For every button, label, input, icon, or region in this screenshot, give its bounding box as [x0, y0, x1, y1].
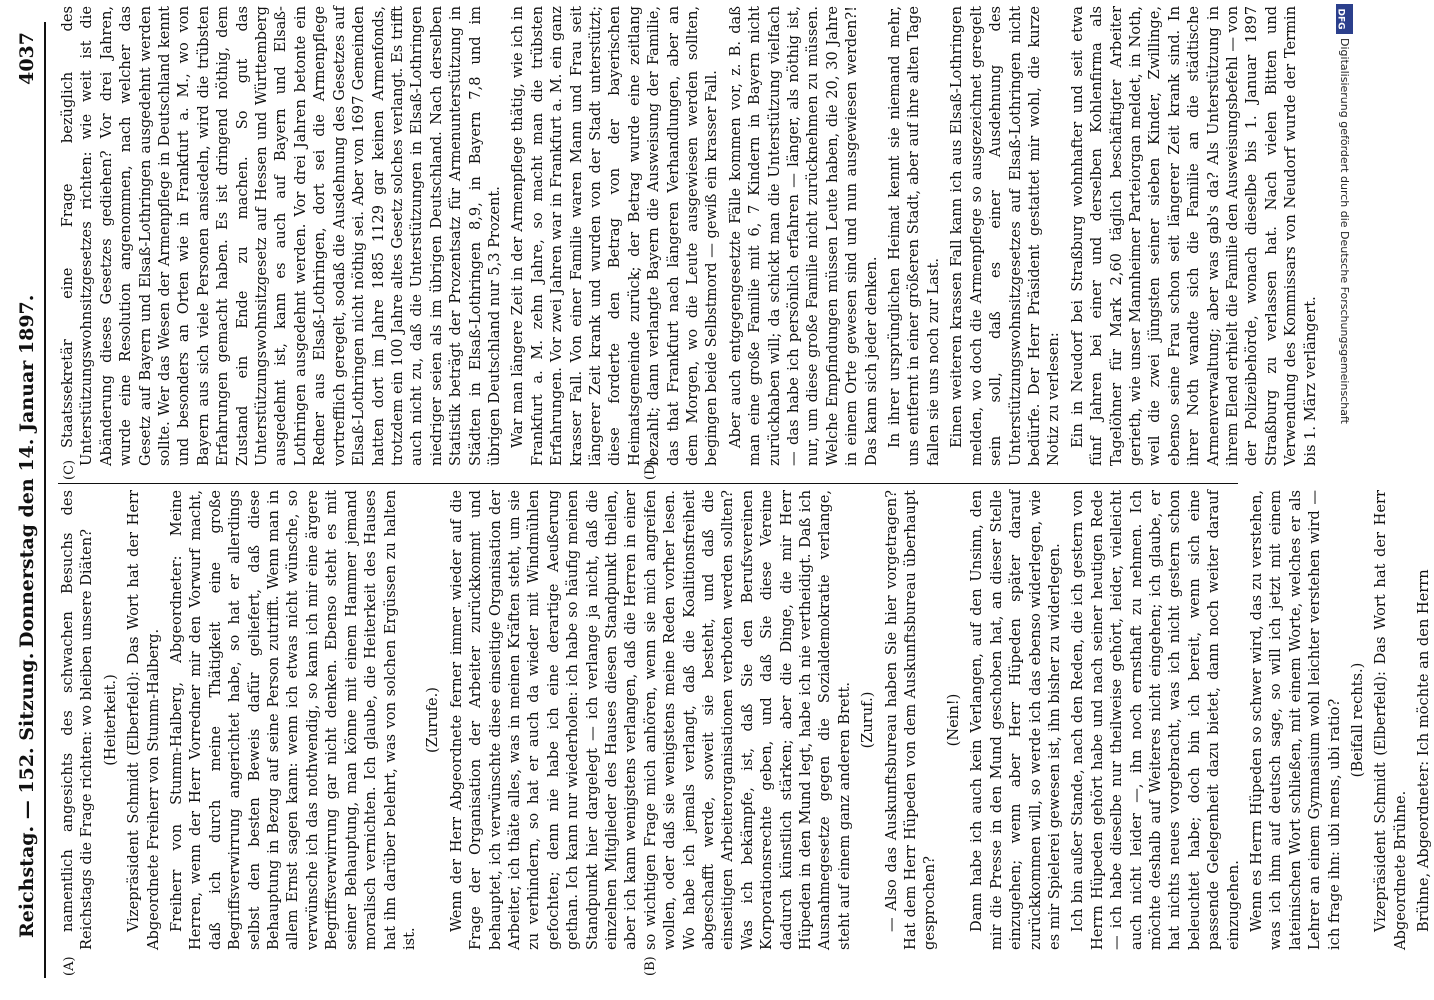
paragraph: Wenn der Herr Abgeordnete ferner immer wieder auf die Frage der Organisation der Arbeiter zurückkommt und behauptet, ich verwünschte diese einseitige Organisation der Arbeiter, ich thäte alles, was in meinen Kräften steht, um sie zu verhindern, so hat er auch da wieder mit Windmühlen gefochten; denn nie habe ich eine derartige Aeußerung gethan. Ich kann nur wiederholen: ich habe so häufig meinen Standpunkt hier dargelegt — ich verlange ja nicht, daß die einzelnen Mitglieder des Hauses diesen Standpunkt theilen, aber ich kann wenigstens verlangen, daß die Herren in einer so wichtigen Frage mich anhören, wenn sie mich angreifen wollen, oder daß sie wenigstens meine Reden vorher lesen. Wo habe ich jemals verlangt, daß die Koalitionsfreiheit abgeschafft werde, soweit sie besteht, und daß die einseitigen Arbeiterorganisationen verboten werden sollten? Was ich bekämpfe, ist, daß Sie den Berufsvereinen Korporationsrechte geben, und daß Sie diese Vereine dadurch künstlich stärken; aber die Dinge, die mir Herr Hüpeden in den Mund legt, habe ich nie vertheidigt. Daß ich Ausnahmegesetze gegen die Sozialdemokratie verlange, steht auf einem ganz anderen Brett.	[447, 490, 853, 950]
page-number: 4037	[16, 32, 38, 85]
paragraph: Einen weiteren krassen Fall kann ich aus Elsaß-Lothringen melden, wo doch die Armenpflege so ausgezeichnet geregelt sein soll, daß es einer Ausdehnung des Unterstützungswohnsitzgesetzes auf Elsaß-Lothringen nicht bedürfe. Der Herr Präsident gestattet mir wohl, die kurze Notiz zu verlesen:	[948, 6, 1063, 466]
margin-marker-d: (D)	[643, 459, 658, 480]
margin-marker-c: (C)	[62, 459, 77, 480]
right-column	[58, 6, 1319, 466]
paragraph: Freiherr von Stumm-Halberg, Abgeordneter: Meine Herren, wenn der Herr Vorredner mir den Vorwurf macht, daß ich durch meine Thätigkeit eine große Begriffsverwirrung angerichtet habe, so hat er allerdings selbst den besten Beweis dafür geliefert, daß diese Behauptung in Bezug auf seine Person zutrifft. Wenn man in allem Ernst sagen kann: wenn ich etwas nicht wünsche, so verwünsche ich das nothwendig, so kann ich mir eine ärgere Begriffsverwirrung gar nicht denken. Ebenso steht es mit seiner Behauptung, man könne mit einem Hammer jemand moralisch vernichten. Ich glaube, die Heiterkeit des Hauses hat ihn darüber belehrt, was von solchen Ergüssen zu halten ist.	[168, 490, 418, 950]
paragraph: Vizepräsident Schmidt (Elberfeld): Das Wort hat der Herr Abgeordnete Freiherr von Stumm-Halberg.	[125, 490, 162, 950]
dfg-sidebar	[1336, 0, 1353, 1000]
paragraph: Brühne, Abgeordneter: Ich möchte an den Herrn	[1415, 569, 1433, 932]
paragraph: — Also das Auskunftsbureau haben Sie hier vorgetragen? Hat dem Herr Hüpeden von dem Auskunftsbureau überhaupt gesprochen?	[882, 490, 939, 950]
interjection: (Heiterkeit.)	[101, 674, 119, 766]
interjection: (Zurufe.)	[424, 687, 442, 753]
interjection: (Nein!)	[944, 693, 962, 747]
margin-marker-b: (B)	[643, 956, 658, 976]
paragraph: War man längere Zeit in der Armenpflege thätig, wie ich in Frankfurt a. M. zehn Jahre, so macht man die trübsten Erfahrungen. Vor zwei Jahren war in Frankfurt a. M. ein ganz krasser Fall. Von einer Familie waren Mann und Frau seit längerer Zeit krank und wurden von der Stadt unterstützt; diese forderte den Betrag von der bayerischen Heimatsgemeinde zurück; der Betrag wurde eine zeitlang bezahlt; dann verlangte Bayern die Ausweisung der Familie, das that Frankfurt nach längeren Verhandlungen, aber an dem Morgen, wo die Leute ausgewiesen werden sollten, begingen beide Selbstmord — gewiß ein krasser Fall.	[509, 6, 721, 466]
paragraph: namentlich angesichts des schwachen Besuchs des Reichstags die Frage richten: wo bleiben unsere Diäten?	[59, 490, 96, 950]
header-date: Donnerstag den 14. Januar 1897.	[16, 294, 38, 648]
interjection: (Beifall rechts.)	[1349, 662, 1366, 778]
paragraph: Staatssekretär eine Frage bezüglich des Unterstützungswohnsitzgesetzes richten: wie weit ist die Abänderung dieses Gesetzes gediehen? Vor drei Jahren, wurde eine Resolution angenommen, nach welcher das Gesetz auf Bayern und Elsaß-Lothringen ausgedehnt werden sollte. Wer das Wesen der Armenpflege in Deutschland kennt und besonders an Orten wie in Frankfurt a. M., wo von Bayern aus sich viele Personen ansiedeln, wird die trübsten Erfahrungen gemacht haben. Es ist dringend nöthig, dem Zustand ein Ende zu machen. So gut das Unterstützungswohnsitzgesetz auf Hessen und Württemberg ausgedehnt ist, kann es auch auf Bayern und Elsaß-Lothringen ausgedehnt werden. Vor drei Jahren betonte ein Redner aus Elsaß-Lothringen, dort sei die Armenpflege vortrefflich geregelt, sodaß die Ausdehnung des Gesetzes auf Elsaß-Lothringen nicht nöthig sei. Aber von 1697 Gemeinden hatten dort im Jahre 1885 1129 gar keinen Armenfonds, trotzdem ein 100 Jahre altes Gesetz solches verlangt. Es trifft auch nicht zu, daß die Unterstützungen in Elsaß-Lothringen niedriger seien als im übrigen Deutschland. Nach derselben Statistik beträgt der Prozentsatz für Armenunterstützung in Städten in Elsaß-Lothringen 8,9, in Bayern 7,8 und im übrigen Deutschland nur 5,3 Prozent.	[59, 6, 503, 466]
paragraph: Aber auch entgegengesetzte Fälle kommen vor, z. B. daß man eine große Familie mit 6, 7 Kindern in Bayern nicht zurückhaben will; da schickt man die Unterstützung vielfach — das habe ich persönlich erfahren — länger, als nöthig ist, nur, um diese große Familie nicht zurücknehmen zu müssen. Welche Empfindungen müssen Leute haben, die 20, 30 Jahre in einem Orte gewesen sind und nun ausgewiesen werden?! Das kann sich jeder denken.	[726, 6, 880, 466]
column-divider	[58, 483, 1238, 484]
margin-marker-a: (A)	[62, 956, 77, 976]
paragraph: Wenn es Herrn Hüpeden so schwer wird, das zu verstehen, was ich ihm auf deutsch sage, so will ich jetzt mit einem lateinischen Wort schließen, mit einem Worte, welches er als Lehrer an einem Gymnasium wohl leichter verstehen wird — ich frage ihn: ubi mens, ubi ratio?	[1247, 490, 1343, 950]
paragraph: In ihrer ursprünglichen Heimat kennt sie niemand mehr, uns entfernt in einer größeren Stadt, aber auf ihre alten Tage fallen sie uns noch zur Last.	[886, 6, 942, 466]
dfg-funding-note: Digitalisierung gefördert durch die Deutsche Forschungsgemeinschaft	[1338, 38, 1351, 424]
paragraph: Dann habe ich auch kein Verlangen, auf den Unsinn, den mir die Presse in den Mund geschoben hat, an dieser Stelle einzugehen; wenn aber Herr Hüpeden später darauf zurückkommen will, so werde ich das ebenso widerlegen, wie es mir Spielerei gewesen ist, ihn bisher zu widerlegen.	[968, 490, 1063, 950]
header-session: Reichstag. — 152. Sitzung.	[16, 652, 38, 938]
page-header	[14, 22, 46, 978]
interjection: (Zuruf.)	[859, 691, 877, 749]
left-column	[58, 490, 1433, 950]
quoted-notice: Ein in Neudorf bei Straßburg wohnhafter und seit etwa fünf Jahren bei einer und derselben Kohlenfirma als Tagelöhner für Mark 2,60 täglich beschäftigter Arbeiter gerieth, wie unser Mannheimer Parteiorgan meldet, in Noth, weil die zwei jüngsten seiner sieben Kinder, Zwillinge, ebenso seine Frau schon seit längerer Zeit krank sind. In ihrer Noth wandte sich die Familie an die städtische Armenverwaltung; aber was gab's da? Als Unterstützung in ihrem Elend erhielt die Familie den Ausweisungsbefehl — von der Polizeibehörde, wonach dieselbe bis 1. Januar 1897 Straßburg zu verlassen hat. Nach vielen Bitten und Verwendung des Kommissars von Neudorf wurde der Termin bis 1. März verlängert.	[1068, 6, 1319, 466]
paragraph: Vizepräsident Schmidt (Elberfeld): Das Wort hat der Herr Abgeordnete Brühne.	[1372, 490, 1409, 950]
dfg-logo-text: DFG	[1335, 8, 1346, 30]
paragraph: Ich bin außer Stande, nach den Reden, die ich gestern von Herrn Hüpeden gehört habe und nach seiner heutigen Rede — ich habe dieselbe nur theilweise gehört, leider, vielleicht auch nicht leider —, ihn noch ernsthaft zu nehmen. Ich möchte deshalb auf Weiteres nicht eingehen; ich glaube, er hat nichts neues vorgebracht, was ich nicht gestern schon beleuchtet habe; doch bin ich bereit, wenn sich eine passende Gelegenheit dazu bietet, dann noch weiter darauf einzugehen.	[1069, 490, 1242, 950]
